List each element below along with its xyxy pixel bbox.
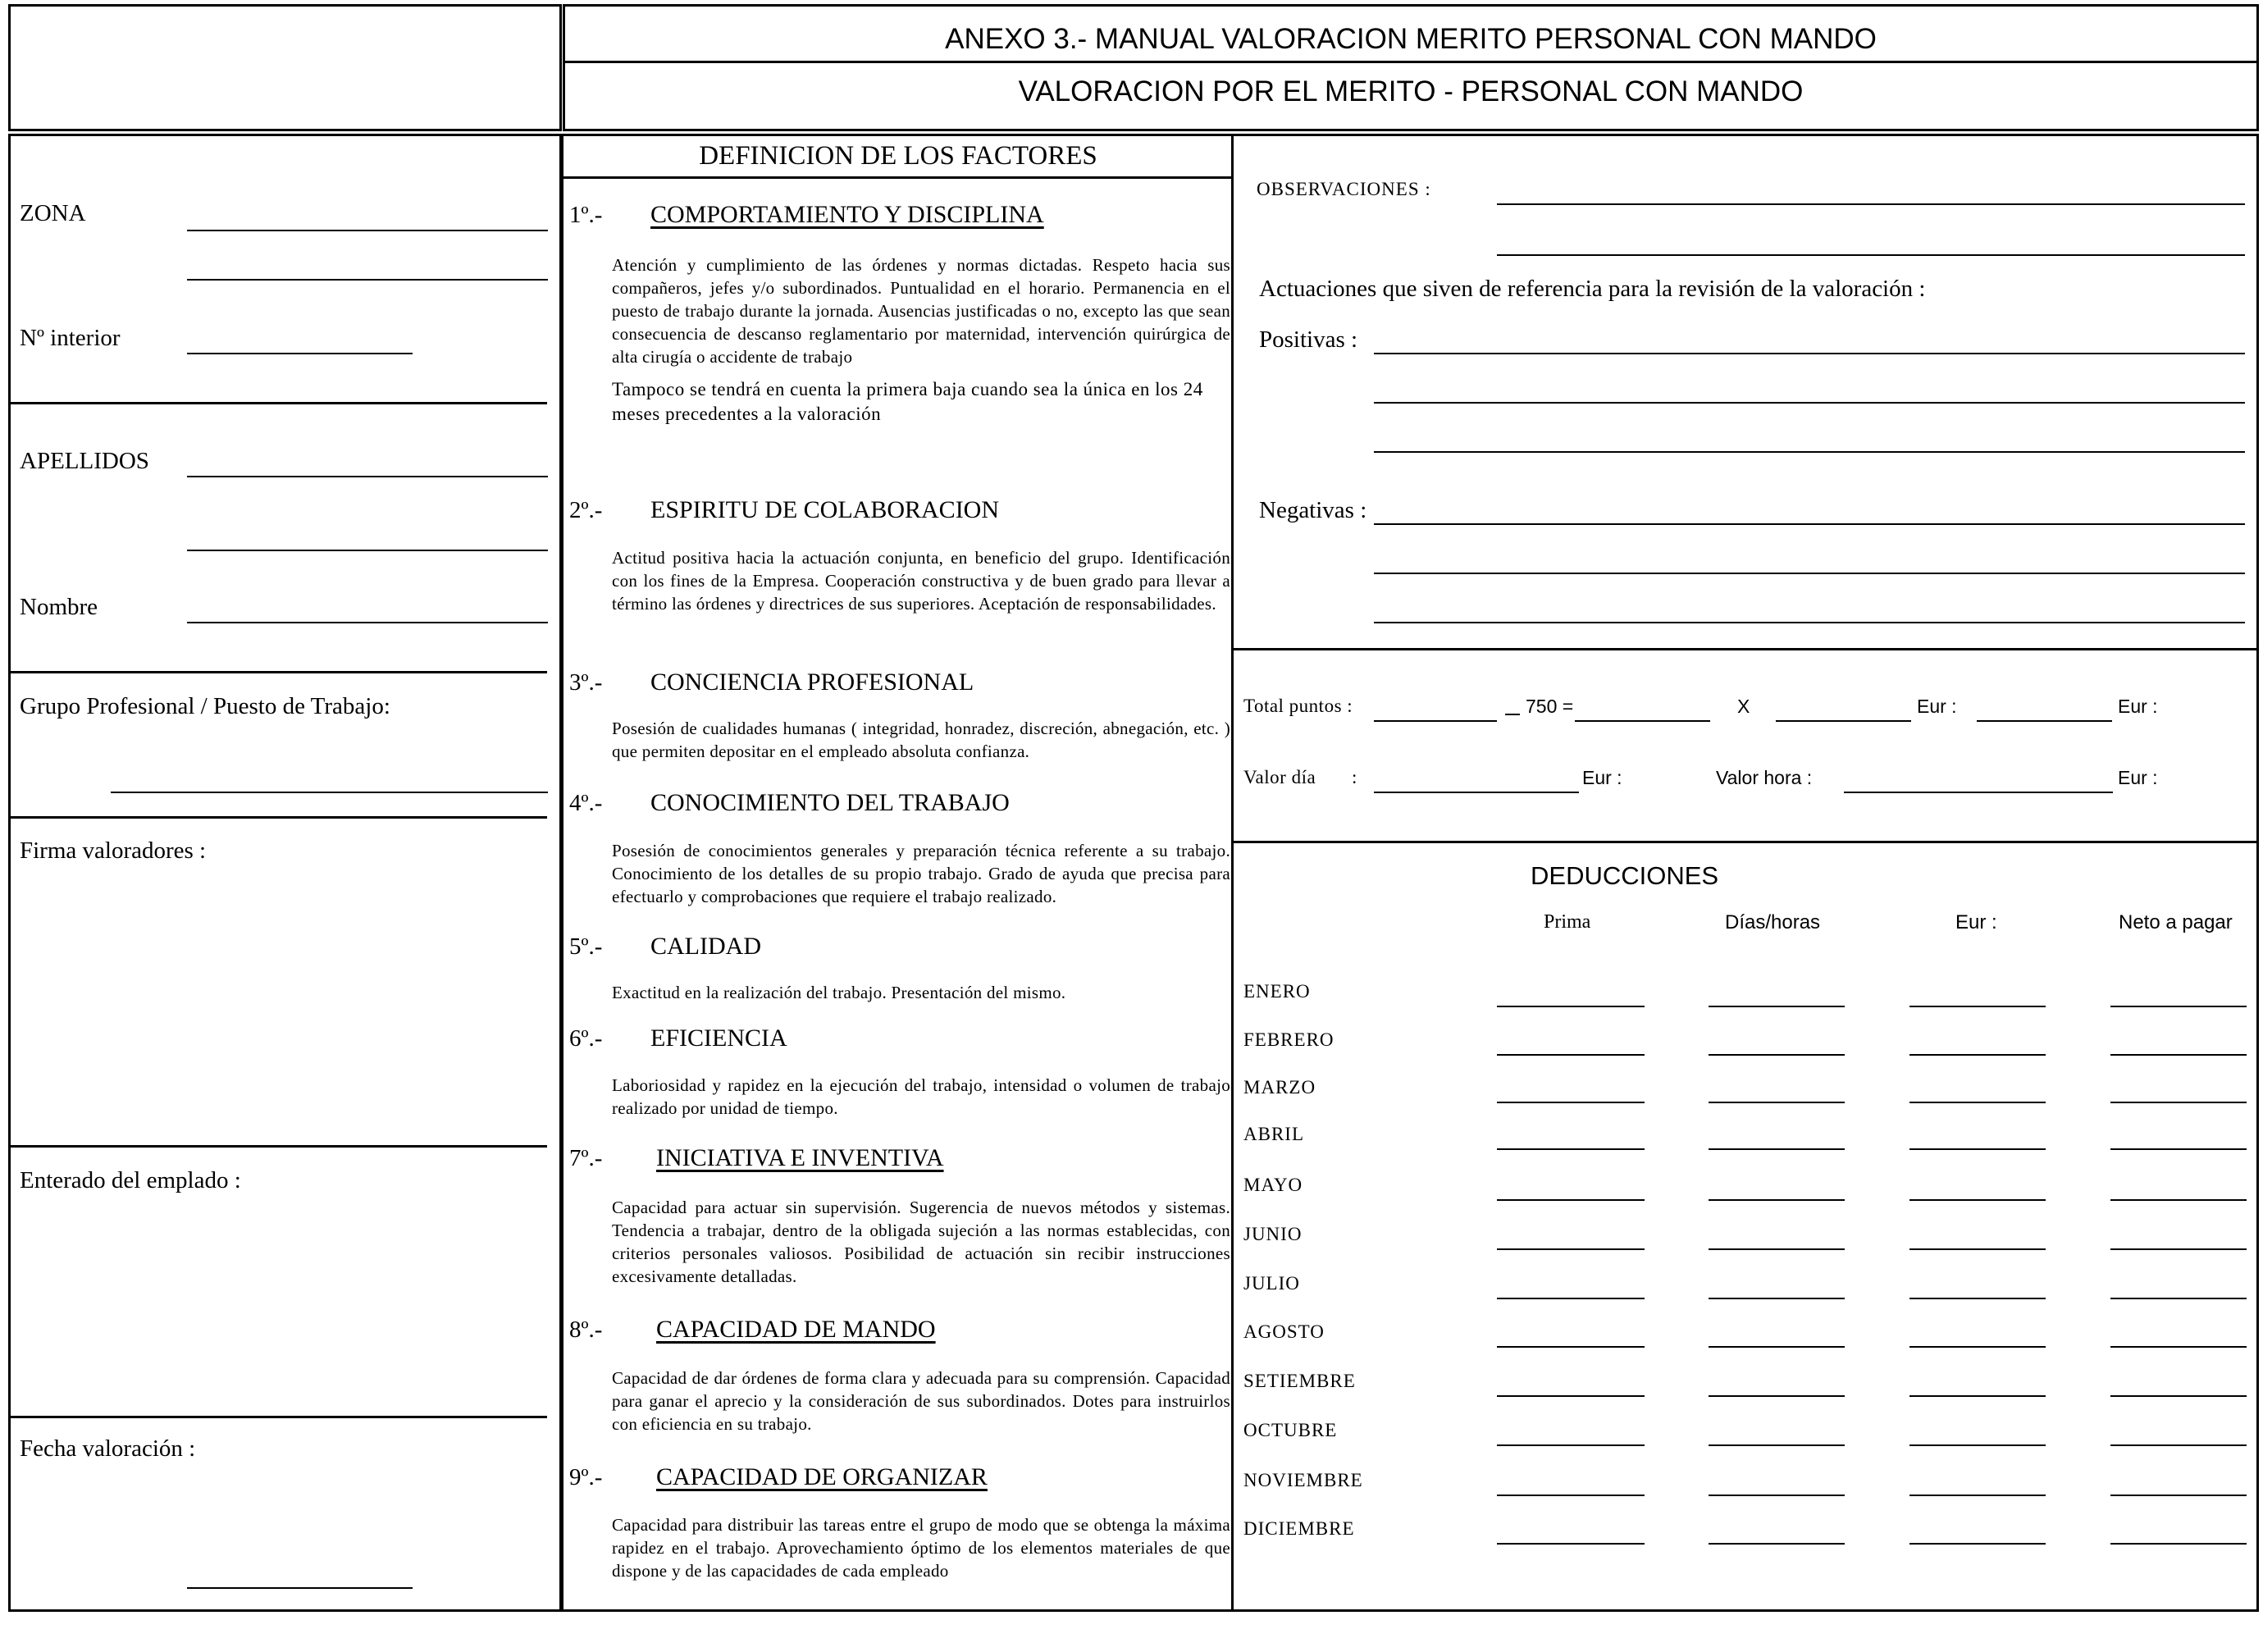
month-label: NOVIEMBRE xyxy=(1243,1470,1363,1490)
factor-8-text: Capacidad de dar órdenes de forma clara y adecuada para su comprensión. Capacidad para ganar el aprecio y la consideración de sus subordinados. Dotes para instruirlos con eficiencia en su trabajo. xyxy=(612,1368,1230,1434)
left-panel xyxy=(8,134,562,1612)
prima-field[interactable] xyxy=(1497,1006,1645,1007)
observaciones-field-2[interactable] xyxy=(1497,254,2245,256)
dias-horas-field[interactable] xyxy=(1709,1006,1845,1007)
prima-field[interactable] xyxy=(1497,1248,1645,1250)
n-interior-field[interactable] xyxy=(187,353,413,354)
prima-field[interactable] xyxy=(1497,1148,1645,1150)
factor-8-title: CAPACIDAD DE MANDO xyxy=(656,1316,936,1343)
valor-dia-label: Valor día xyxy=(1243,767,1316,787)
eur-field[interactable] xyxy=(1909,1444,2046,1446)
right-panel xyxy=(1231,134,2259,1612)
eur-field[interactable] xyxy=(1909,1248,2046,1250)
neto-field[interactable] xyxy=(2110,1298,2247,1299)
prima-field[interactable] xyxy=(1497,1298,1645,1299)
grupo-field[interactable] xyxy=(111,792,548,793)
factor-9-title: CAPACIDAD DE ORGANIZAR xyxy=(656,1463,988,1490)
valor-dia-colon: : xyxy=(1352,767,1357,787)
apellidos-field-2[interactable] xyxy=(187,550,548,551)
apellidos-label: APELLIDOS xyxy=(20,448,149,474)
positivas-field-2[interactable] xyxy=(1374,402,2245,404)
header-divider xyxy=(564,61,2256,63)
dias-horas-field[interactable] xyxy=(1709,1148,1845,1150)
deducciones-heading: DEDUCCIONES xyxy=(1531,861,1719,890)
col-eur: Eur : xyxy=(1955,911,1997,933)
minus-sign xyxy=(1505,714,1520,715)
nombre-field[interactable] xyxy=(187,622,548,623)
factor-8-number: 8º.- xyxy=(569,1317,603,1343)
factor-6-number: 6º.- xyxy=(569,1025,603,1052)
col-dias-horas: Días/horas xyxy=(1725,911,1821,933)
eur-field[interactable] xyxy=(1909,1102,2046,1103)
neto-field[interactable] xyxy=(2110,1395,2247,1397)
factors-heading-divider xyxy=(563,176,1232,179)
eur-field-1[interactable] xyxy=(1776,720,1911,722)
month-label: ABRIL xyxy=(1243,1124,1304,1144)
eur-field[interactable] xyxy=(1909,1054,2046,1056)
times-label: X xyxy=(1737,696,1750,717)
eur-field[interactable] xyxy=(1909,1346,2046,1348)
month-label: AGOSTO xyxy=(1243,1321,1325,1342)
month-label: ENERO xyxy=(1243,981,1311,1002)
document-subtitle: VALORACION POR EL MERITO - PERSONAL CON MANDO xyxy=(1018,75,1804,107)
left-divider-1 xyxy=(10,402,547,404)
fecha-field[interactable] xyxy=(187,1587,413,1589)
neto-field[interactable] xyxy=(2110,1006,2247,1007)
eur-label-3: Eur : xyxy=(1582,767,1622,788)
positivas-label: Positivas : xyxy=(1259,326,1358,353)
month-label: FEBRERO xyxy=(1243,1029,1335,1050)
dias-horas-field[interactable] xyxy=(1709,1444,1845,1446)
factor-9-number: 9º.- xyxy=(569,1464,603,1490)
dias-horas-field[interactable] xyxy=(1709,1054,1845,1056)
factor-3-title: CONCIENCIA PROFESIONAL xyxy=(650,669,974,696)
factor-1-number: 1º.- xyxy=(569,202,603,228)
neto-field[interactable] xyxy=(2110,1102,2247,1103)
factor-4-number: 4º.- xyxy=(569,790,603,816)
neto-field[interactable] xyxy=(2110,1199,2247,1201)
factor-5-text: Exactitud en la realización del trabajo. Presentación del mismo. xyxy=(612,983,1066,1002)
left-divider-4 xyxy=(10,1145,547,1148)
dias-horas-field[interactable] xyxy=(1709,1543,1845,1545)
prima-field[interactable] xyxy=(1497,1199,1645,1201)
eur-field-2[interactable] xyxy=(1977,720,2112,722)
neto-field[interactable] xyxy=(2110,1495,2247,1496)
header-left-box xyxy=(8,4,562,131)
dias-horas-field[interactable] xyxy=(1709,1495,1845,1496)
dias-horas-field[interactable] xyxy=(1709,1102,1845,1103)
neto-field[interactable] xyxy=(2110,1444,2247,1446)
grupo-label: Grupo Profesional / Puesto de Trabajo: xyxy=(20,693,390,719)
month-label: OCTUBRE xyxy=(1243,1420,1338,1440)
eur-label-2: Eur : xyxy=(2118,696,2158,717)
zona-field-1[interactable] xyxy=(187,230,548,231)
factor-6-text: Laboriosidad y rapidez en la ejecución del trabajo, intensidad o volumen de trabajo realizado por unidad de tiempo. xyxy=(612,1075,1230,1118)
month-label: MARZO xyxy=(1243,1077,1316,1098)
apellidos-field-1[interactable] xyxy=(187,476,548,477)
neto-field[interactable] xyxy=(2110,1054,2247,1056)
eur-label-4: Eur : xyxy=(2118,767,2158,788)
eur-field[interactable] xyxy=(1909,1543,2046,1545)
eur-field[interactable] xyxy=(1909,1006,2046,1007)
left-divider-5 xyxy=(10,1416,547,1418)
eur-field[interactable] xyxy=(1909,1395,2046,1397)
factor-2-number: 2º.- xyxy=(569,497,603,523)
eur-field[interactable] xyxy=(1909,1148,2046,1150)
dias-horas-field[interactable] xyxy=(1709,1395,1845,1397)
prima-field[interactable] xyxy=(1497,1054,1645,1056)
eur-field[interactable] xyxy=(1909,1199,2046,1201)
dias-horas-field[interactable] xyxy=(1709,1248,1845,1250)
n-interior-label: Nº interior xyxy=(20,325,121,351)
positivas-field-3[interactable] xyxy=(1374,451,2245,453)
negativas-label: Negativas : xyxy=(1259,497,1367,523)
right-divider-2 xyxy=(1233,841,2257,843)
neto-field[interactable] xyxy=(2110,1248,2247,1250)
factor-6-title: EFICIENCIA xyxy=(650,1025,787,1052)
valor-hora-field[interactable] xyxy=(1844,792,2113,793)
negativas-field-2[interactable] xyxy=(1374,573,2245,574)
total-puntos-field[interactable] xyxy=(1374,720,1497,722)
month-label: DICIEMBRE xyxy=(1243,1518,1355,1539)
factor-2-text: Actitud positiva hacia la actuación conjunta, en beneficio del grupo. Identificación con los fines de la Empresa. Cooperación constructiva y de buen grado para llevar a término las órdenes y directrices de sus superiores. Aceptación de responsabilidades. xyxy=(612,548,1230,614)
factor-1-text: Atención y cumplimiento de las órdenes y normas dictadas. Respeto hacia sus compañeros, jefes y/o subordinados. Puntualidad en el horario. Permanencia en el puesto de trabajo durante la jornada. Ausencias justificadas o no, excepto las que sean consecuencia de descanso reglamentario por maternidad, intervención quirúrgica de alta cirugía o accidente de trabajo xyxy=(612,255,1230,367)
actuaciones-label: Actuaciones que siven de referencia para la revisión de la valoración : xyxy=(1259,276,1926,302)
neto-field[interactable] xyxy=(2110,1148,2247,1150)
neto-field[interactable] xyxy=(2110,1543,2247,1545)
enterado-label: Enterado del emplado : xyxy=(20,1167,241,1193)
factor-5-number: 5º.- xyxy=(569,933,603,960)
prima-field[interactable] xyxy=(1497,1444,1645,1446)
prima-field[interactable] xyxy=(1497,1395,1645,1397)
factors-heading: DEFINICION DE LOS FACTORES xyxy=(699,141,1097,171)
negativas-field-1[interactable] xyxy=(1374,523,2245,525)
eur-label-1: Eur : xyxy=(1917,696,1957,717)
zona-label: ZONA xyxy=(20,200,86,226)
negativas-field-3[interactable] xyxy=(1374,622,2245,623)
neto-field[interactable] xyxy=(2110,1346,2247,1348)
fecha-label: Fecha valoración : xyxy=(20,1435,196,1462)
factor-2-title: ESPIRITU DE COLABORACION xyxy=(650,496,1000,523)
factor-3-text: Posesión de cualidades humanas ( integridad, honradez, discreción, abnegación, etc. ) que permiten depositar en el empleado absoluta confianza. xyxy=(612,719,1230,761)
total-puntos-label: Total puntos : xyxy=(1243,696,1353,716)
month-label: MAYO xyxy=(1243,1175,1303,1195)
factor-4-text: Posesión de conocimientos generales y preparación técnica referente a su trabajo. Conocimiento de los detalles de su propio trabajo. Grado de ayuda que precisa para efectuarlo y comprobaciones que requiere el trabajo realizado. xyxy=(612,841,1230,906)
positivas-field-1[interactable] xyxy=(1374,353,2245,354)
valor-dia-field[interactable] xyxy=(1374,792,1579,793)
divisor-label: 750 = xyxy=(1526,696,1574,717)
divisor-result-field[interactable] xyxy=(1575,720,1710,722)
col-prima: Prima xyxy=(1544,911,1591,933)
factor-5-title: CALIDAD xyxy=(650,933,761,960)
firma-label: Firma valoradores : xyxy=(20,837,207,864)
factor-7-title: INICIATIVA E INVENTIVA xyxy=(656,1144,944,1171)
eur-field[interactable] xyxy=(1909,1298,2046,1299)
nombre-label: Nombre xyxy=(20,594,98,620)
factor-3-number: 3º.- xyxy=(569,669,603,696)
factor-1-note: Tampoco se tendrá en cuenta la primera baja cuando sea la única en los 24 meses precedentes a la valoración xyxy=(612,379,1203,424)
factor-4-title: CONOCIMIENTO DEL TRABAJO xyxy=(650,789,1010,816)
prima-field[interactable] xyxy=(1497,1495,1645,1496)
eur-field[interactable] xyxy=(1909,1495,2046,1496)
dias-horas-field[interactable] xyxy=(1709,1298,1845,1299)
left-divider-3 xyxy=(10,816,547,819)
right-divider-1 xyxy=(1233,648,2257,650)
factor-7-number: 7º.- xyxy=(569,1145,603,1171)
observaciones-field-1[interactable] xyxy=(1497,203,2245,205)
observaciones-label: OBSERVACIONES : xyxy=(1257,179,1431,199)
prima-field[interactable] xyxy=(1497,1346,1645,1348)
document-title: ANEXO 3.- MANUAL VALORACION MERITO PERSONAL CON MANDO xyxy=(945,23,1877,55)
prima-field[interactable] xyxy=(1497,1543,1645,1545)
factor-9-text: Capacidad para distribuir las tareas entre el grupo de modo que se obtenga la máxima rapidez en el trabajo. Aprovechamiento óptimo de los elementos materiales de que dispone y de las capacidades de cada empleado xyxy=(612,1515,1230,1581)
month-label: JULIO xyxy=(1243,1273,1300,1294)
month-label: JUNIO xyxy=(1243,1224,1303,1244)
prima-field[interactable] xyxy=(1497,1102,1645,1103)
month-label: SETIEMBRE xyxy=(1243,1371,1356,1391)
zona-field-2[interactable] xyxy=(187,279,548,281)
left-divider-2 xyxy=(10,671,547,673)
dias-horas-field[interactable] xyxy=(1709,1199,1845,1201)
factor-1-title: COMPORTAMIENTO Y DISCIPLINA xyxy=(650,201,1044,228)
col-neto-a-pagar: Neto a pagar xyxy=(2119,911,2233,933)
valor-hora-label: Valor hora : xyxy=(1716,767,1813,788)
dias-horas-field[interactable] xyxy=(1709,1346,1845,1348)
factor-7-text: Capacidad para actuar sin supervisión. Sugerencia de nuevos métodos y sistemas. Tendencia a trabajar, dentro de la obligada sujeción a las normas establecidas, con criterios personales valiosos. Posibilidad de actuación sin recibir instrucciones excesivamente detalladas. xyxy=(612,1198,1230,1286)
